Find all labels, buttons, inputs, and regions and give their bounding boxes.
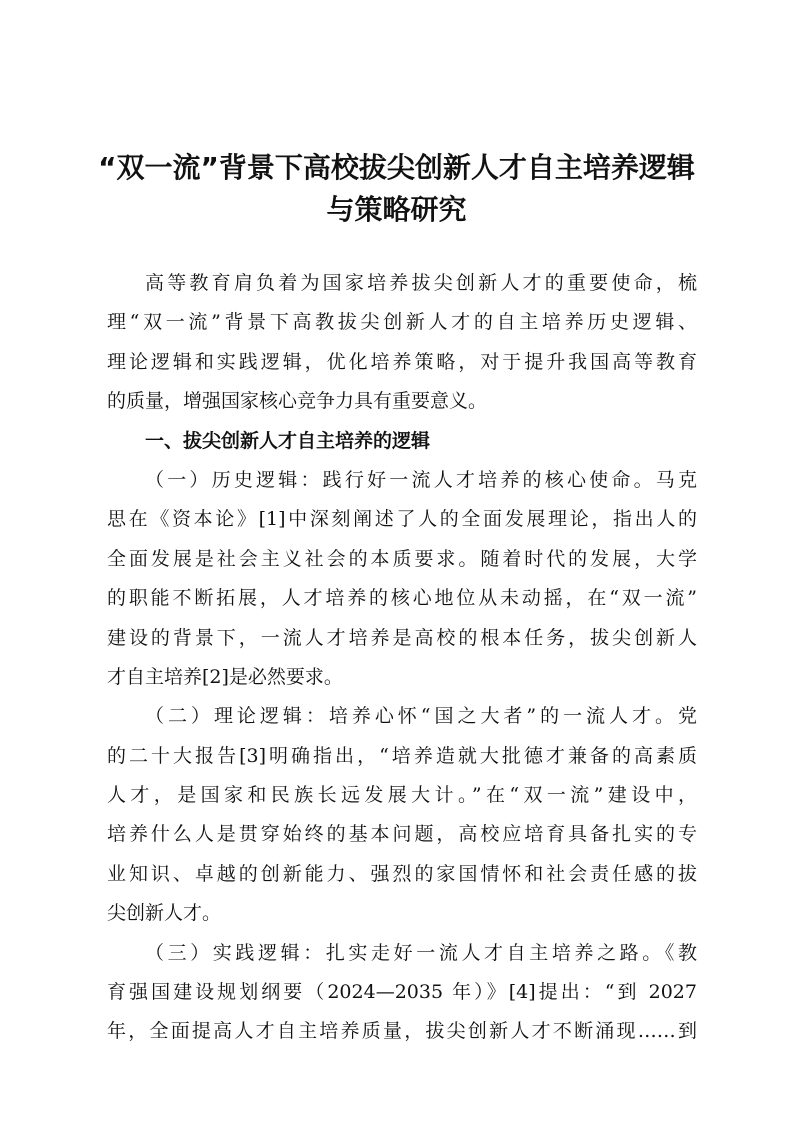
body-text-line: 年，全面提高人才自主培养质量，拔尖创新人才不断涌现……到 bbox=[107, 1020, 697, 1043]
body-text-line: 全面发展是社会主义社会的本质要求。随着时代的发展，大学 bbox=[107, 547, 697, 570]
body-text-line: 育强国建设规划纲要（2024—2035 年）》[4]提出：“到 2027 bbox=[107, 981, 697, 1004]
body-text-line: 尖创新人才。 bbox=[107, 902, 222, 925]
body-text-line: 思在《资本论》[1]中深刻阐述了人的全面发展理论，指出人的 bbox=[107, 508, 697, 531]
body-text-line: 人才，是国家和民族长远发展大计。”在“双一流”建设中， bbox=[107, 784, 697, 807]
body-text-line: 业知识、卓越的创新能力、强烈的家国情怀和社会责任感的拔 bbox=[107, 862, 697, 885]
body-text-line: （二）理论逻辑：培养心怀“国之大者”的一流人才。党 bbox=[145, 705, 697, 728]
section-heading: 一、拔尖创新人才自主培养的逻辑 bbox=[145, 429, 431, 452]
body-text-line: 培养什么人是贯穿始终的基本问题，高校应培育具备扎实的专 bbox=[107, 823, 697, 846]
body-text-line: 理论逻辑和实践逻辑，优化培养策略，对于提升我国高等教育 bbox=[107, 350, 697, 373]
document-body bbox=[107, 264, 697, 1052]
body-text-line: （一）历史逻辑：践行好一流人才培养的核心使命。马克 bbox=[145, 468, 697, 491]
body-text-line: 的质量，增强国家核心竞争力具有重要意义。 bbox=[107, 390, 488, 413]
body-text-line: 理“双一流”背景下高教拔尖创新人才的自主培养历史逻辑、 bbox=[107, 311, 697, 334]
document-title-line-1: “双一流”背景下高校拔尖创新人才自主培养逻辑 bbox=[98, 151, 695, 184]
body-text-line: 建设的背景下，一流人才培养是高校的根本任务，拔尖创新人 bbox=[107, 626, 697, 649]
body-text-line: 的职能不断拓展，人才培养的核心地位从未动摇，在“双一流” bbox=[107, 587, 697, 610]
body-text-line: 才自主培养[2]是必然要求。 bbox=[107, 665, 343, 688]
body-text-line: 高等教育肩负着为国家培养拔尖创新人才的重要使命，梳 bbox=[145, 272, 697, 294]
document-title-line-2: 与策略研究 bbox=[326, 193, 467, 226]
body-text-line: 的二十大报告[3]明确指出，“培养造就大批德才兼备的高素质 bbox=[107, 744, 697, 767]
body-text-line: （三）实践逻辑：扎实走好一流人才自主培养之路。《教 bbox=[145, 941, 697, 964]
